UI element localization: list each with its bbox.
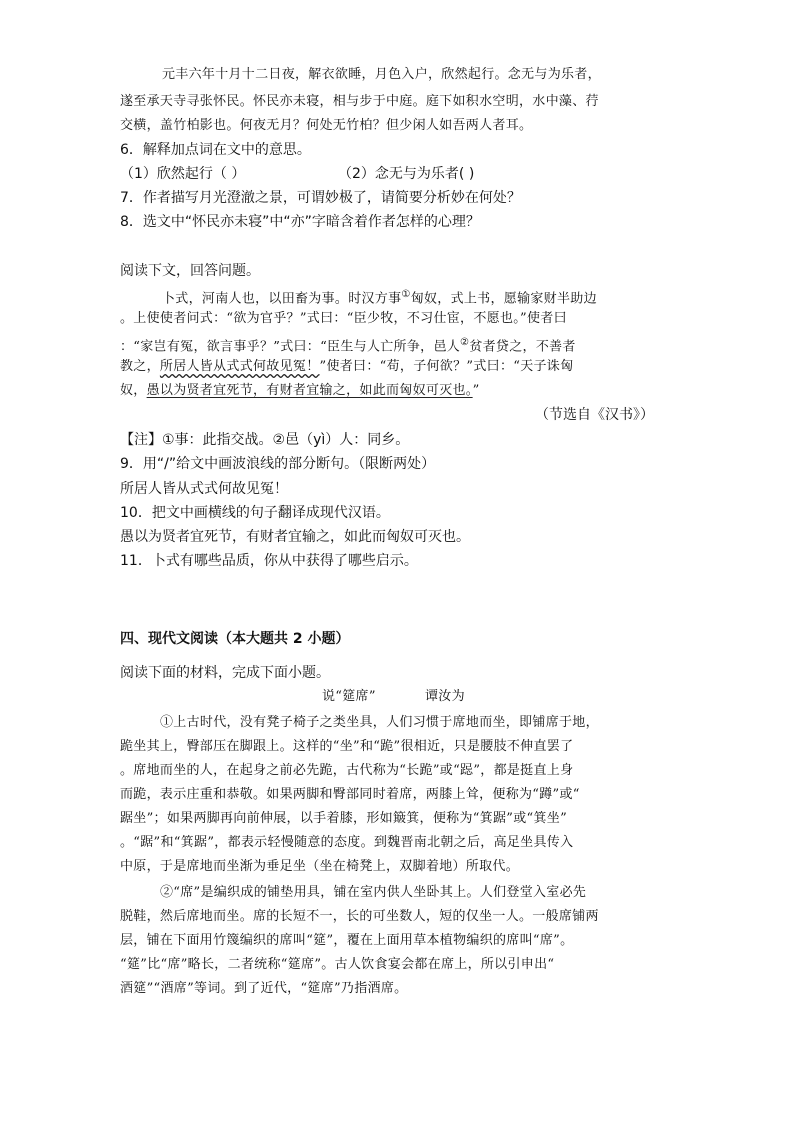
wavy-underlined-phrase: 所居人皆从式式何故见冤！ xyxy=(159,359,320,374)
para1-line-5: 踞坐”；如果两脚再向前伸展，以手着膝，形如簸箕，便称为“箕踞”或“箕坐” xyxy=(120,811,568,826)
q6-stem: 6．解释加点词在文中的意思。 xyxy=(120,142,311,158)
note-marker-2: ② xyxy=(460,337,470,348)
q9-stem: 9．用“/”给文中画波浪线的部分断句。（限断两处） xyxy=(120,456,436,472)
para2-line-5: 酒筵”“酒席”等词。到了近代，“筵席”乃指酒席。 xyxy=(120,981,408,996)
para1-line-7: 中原，于是席地而坐渐为垂足坐（坐在椅凳上，双脚着地）所取代。 xyxy=(120,859,520,874)
reading2-source: （节选自《汉书》） xyxy=(535,407,654,423)
reading2-line-5a: 奴， xyxy=(120,383,147,398)
article-author: 谭汝为 xyxy=(425,689,465,704)
q6-item-1: （1）欣然起行（ ） xyxy=(120,166,246,182)
section4-heading: 四、现代文阅读（本大题共 2 小题） xyxy=(120,631,350,647)
reading2-line-5 xyxy=(120,382,480,400)
passage1-line-1: 元丰六年十月十二日夜，解衣欲睡，月色入户，欣然起行。念无与为乐者， xyxy=(162,67,601,82)
reading2-instruction: 阅读下文，回答问题。 xyxy=(120,263,260,279)
para1-line-4: 而跪，表示庄重和恭敬。如果两脚和臀部同时着席，两膝上耸，便称为“蹲”或“ xyxy=(120,787,580,802)
reading2-line-4b: ”使者曰：“苟，子何欲？”式曰：“天子诛匈 xyxy=(319,359,574,374)
reading2-line-5b: ” xyxy=(472,383,480,398)
q6-item-2: （2）念无与为乐者( ) xyxy=(338,166,475,182)
reading2-line-1a: 卜式，河南人也，以田畜为事。时汉方事 xyxy=(162,291,402,307)
para2-line-4: “筵”比“席”略长，二者统称“筵席”。古人饮食宴会都在席上，所以引申出“ xyxy=(120,957,555,972)
reading2-line-3a: ：“家岂有冤，欲言事乎？”式曰：“臣生与人亡所争，邑人 xyxy=(120,339,461,355)
reading2-line-2: 。上使使者问式：“欲为官乎？”式曰：“臣少牧，不习仕宦，不愿也。”使者曰 xyxy=(120,311,567,326)
note-marker-1: ① xyxy=(401,289,411,300)
underlined-sentence: 愚以为贤者宜死节，有财者宜输之，如此而匈奴可灭也。 xyxy=(146,383,473,398)
para2-line-2: 脱鞋，然后席地而坐。席的长短不一，长的可坐数人，短的仅坐一人。一般席铺两 xyxy=(120,909,599,924)
q8-stem: 8．选文中“怀民亦未寝”中“亦”字暗含着作者怎样的心理？ xyxy=(120,214,480,230)
q10-text: 愚以为贤者宜死节，有财者宜输之，如此而匈奴可灭也。 xyxy=(120,529,470,545)
passage1-line-3: 交横，盖竹柏影也。何夜无月？何处无竹柏？但少闲人如吾两人者耳。 xyxy=(120,118,533,133)
article-title: 说“筵席” xyxy=(322,689,376,704)
para1-line-2: 跪坐其上，臀部压在脚跟上。这样的“坐”和“跪”很相近，只是腰肢不伸直罢了 xyxy=(120,739,574,754)
reading2-line-3 xyxy=(120,334,576,356)
reading2-line-3b: 贫者贷之，不善者 xyxy=(469,339,576,355)
para1-line-6: 。“踞”和“箕踞”，都表示轻慢随意的态度。到魏晋南北朝之后，高足坐具传入 xyxy=(120,835,574,850)
q10-stem: 10．把文中画横线的句子翻译成现代汉语。 xyxy=(120,505,390,521)
q7-stem: 7．作者描写月光澄澈之景，可谓妙极了，请简要分析妙在何处？ xyxy=(120,190,521,206)
reading2-line-4a: 教之， xyxy=(120,359,160,374)
reading2-line-1 xyxy=(162,286,597,308)
q9-text: 所居人皆从式式何故见冤！ xyxy=(120,481,288,497)
reading2-line-1b: 匈奴，式上书，愿输家财半助边 xyxy=(410,291,597,307)
q11-stem: 11．卜式有哪些品质，你从中获得了哪些启示。 xyxy=(120,553,418,569)
para1-line-3: 。席地而坐的人，在起身之前必先跪，古代称为“长跪”或“跽”，都是挺直上身 xyxy=(120,763,574,778)
reading2-line-4 xyxy=(120,358,573,376)
section4-instruction: 阅读下面的材料，完成下面小题。 xyxy=(120,665,330,681)
passage1-line-2: 遂至承天寺寻张怀民。怀民亦未寝，相与步于中庭。庭下如积水空明，水中藻、荇 xyxy=(120,94,599,109)
para2-line-1: ②“席”是编织成的铺垫用具，铺在室内供人坐卧其上。人们登堂入室必先 xyxy=(160,885,587,900)
para1-line-1: ①上古时代，没有凳子椅子之类坐具，人们习惯于席地而坐，即铺席于地， xyxy=(160,715,599,730)
para2-line-3: 层，铺在下面用竹篾编织的席叫“筵”，覆在上面用草本植物编织的席叫“席”。 xyxy=(120,933,574,948)
reading2-note: 【注】①事：此指交战。②邑（yì）人：同乡。 xyxy=(120,432,410,448)
